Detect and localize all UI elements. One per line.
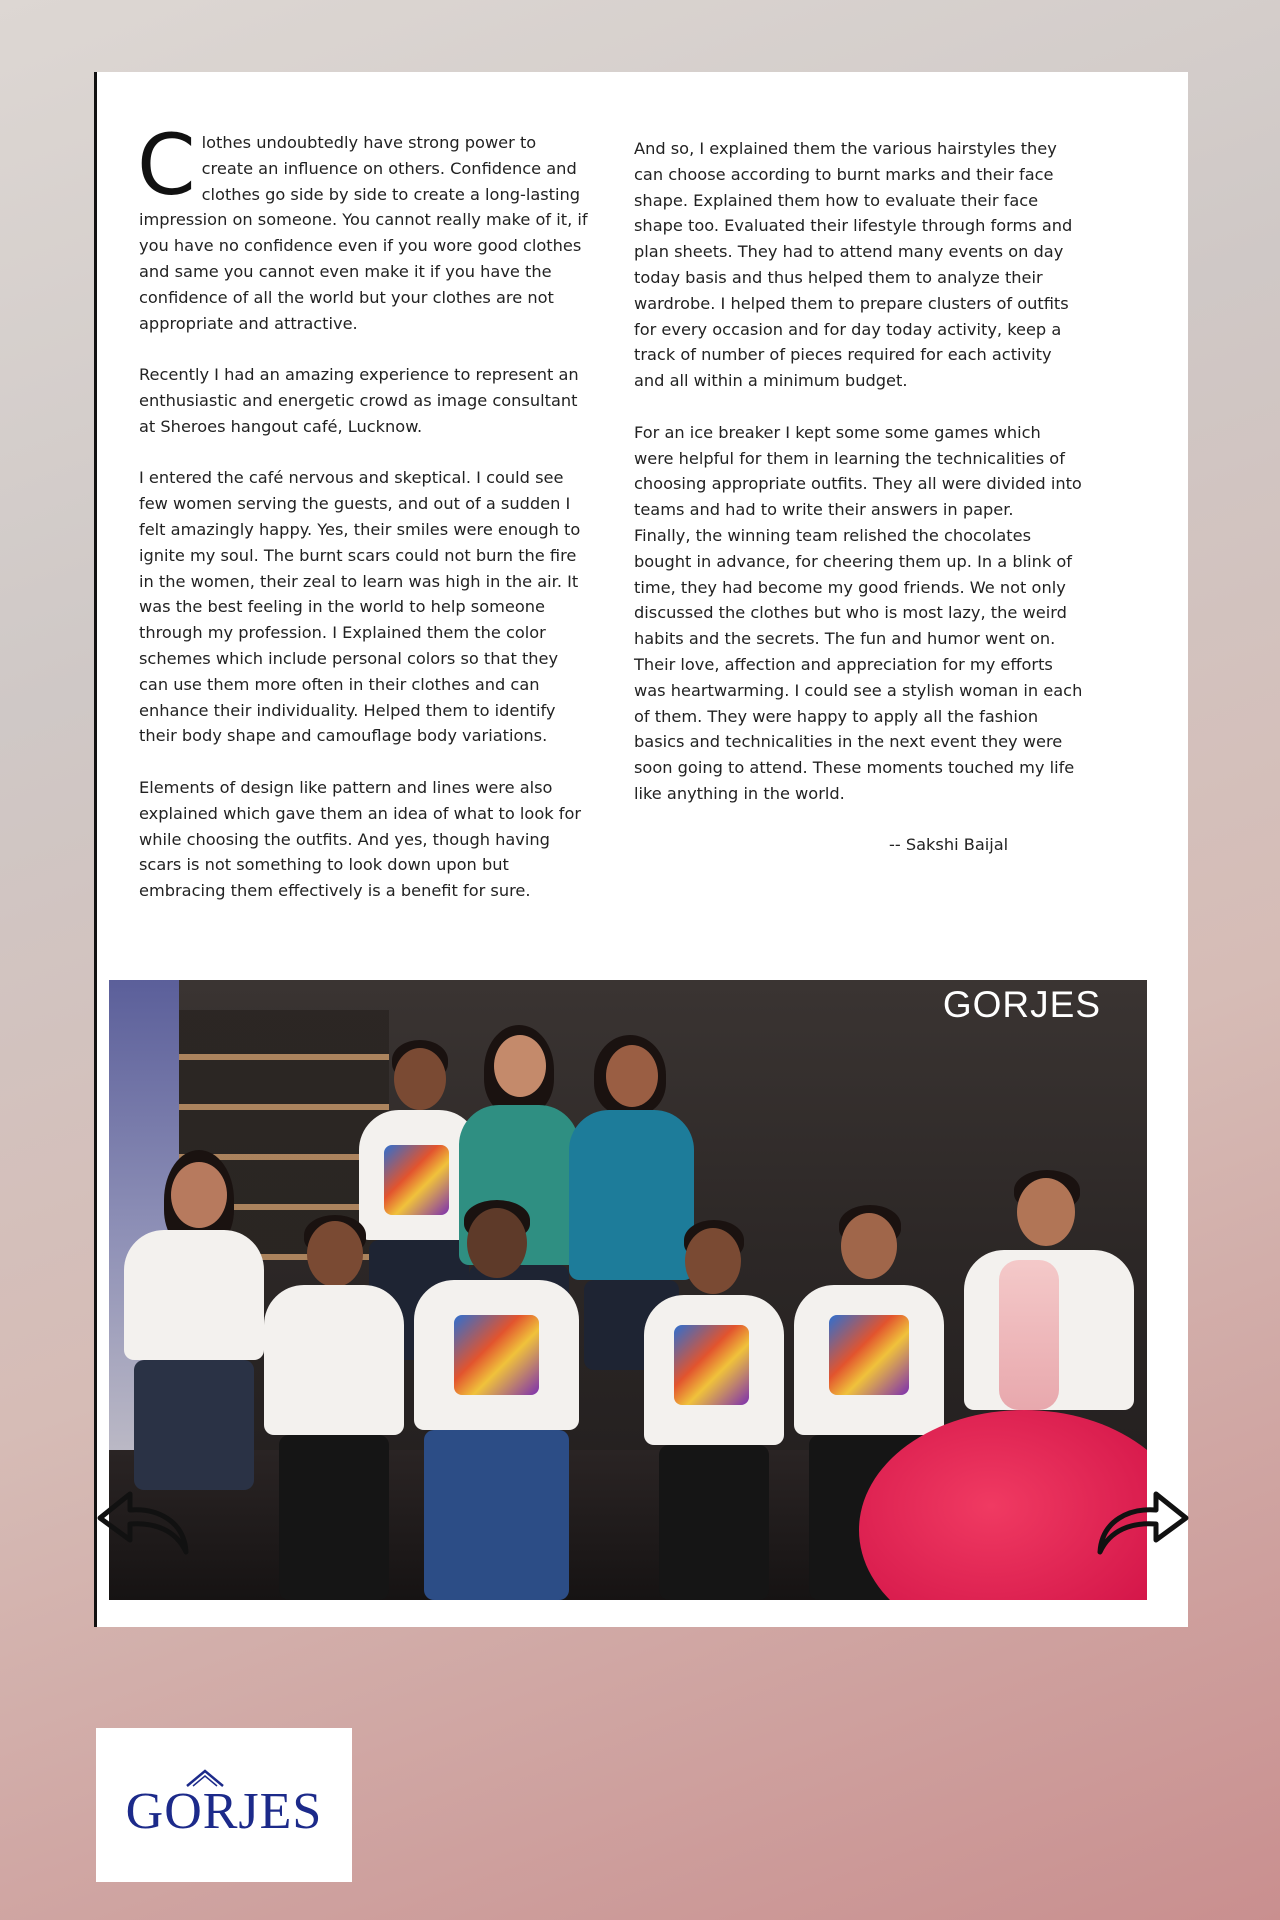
- article-paragraph: I entered the café nervous and skeptical. I could see few women serving the guests, and out of a sudden I felt amazingly happy. Yes, their smiles were enough to ignite my soul. The burnt scars could not burn the fire in the women, their zeal to learn was high in the air. It was the best feeling in the world to help someone through my profession. I Explained them the color schemes which include personal colors so that they can use them more often in their clothes and can enhance their individuality. Helped them to identify their body shape and camouflage body variations.: [139, 468, 581, 746]
- article-paragraph: Their love, affection and appreciation for my efforts was heartwarming. I could see a stylish woman in each of them. They were happy to apply all the fashion basics and technicalities in the next event they were soon going to attend. These moments touched my life like anything in the world.: [634, 654, 1083, 803]
- article-left-column: [137, 116, 589, 930]
- article-paragraph: Elements of design like pattern and lines were also explained which gave them an idea of what to look for while choosing the outfits. And yes, though having scars is not something to look down upon but embracing them effectively is a benefit for sure.: [139, 777, 582, 901]
- article-paragraph: Finally, the winning team relished the chocolates bought in advance, for cheering them up. In a blink of time, they had become my good friends. We not only discussed the clothes but who is most lazy, the weird habits and the secrets. The fun and humor went on.: [634, 525, 1072, 649]
- magazine-page: [94, 72, 1188, 1627]
- brand-logo: [96, 1728, 352, 1882]
- article-paragraph: Recently I had an amazing experience to represent an enthusiastic and energetic crowd as image consultant at Sheroes hangout café, Lucknow.: [139, 365, 579, 436]
- article-paragraph: Clothes undoubtedly have strong power to create an influence on others. Confidence and clothes go side by side to create a long-lasting impression on someone. You cannot really make of it, if you have no confidence even if you wore good clothes and same you cannot even make it if you have the confidence of all the world but your clothes are not appropriate and attractive.: [137, 116, 588, 333]
- article-paragraph: And so, I explained them the various hairstyles they can choose according to burnt marks and their face shape. Explained them how to evaluate their face shape too. Evaluated their lifestyle through forms and plan sheets. They had to attend many events on day today basis and thus helped them to analyze their wardrobe. I helped them to prepare clusters of outfits for every occasion and for day today activity, keep a track of number of pieces required for each activity and all within a minimum budget.: [634, 139, 1073, 391]
- group-photo: [109, 980, 1147, 1600]
- article-right-column: [634, 136, 1084, 858]
- article-paragraph: For an ice breaker I kept some some games which were helpful for them in learning the technicalities of choosing appropriate outfits. They all were divided into teams and had to write their answers in paper.: [634, 422, 1082, 520]
- photo-watermark: GORJES: [942, 984, 1101, 1025]
- person: [639, 1220, 789, 1600]
- person: [409, 1200, 584, 1600]
- logo-text: GORJES: [125, 1782, 323, 1840]
- curved-forward-arrow-icon[interactable]: [1090, 1480, 1190, 1560]
- drop-cap: C: [137, 116, 196, 214]
- curved-back-arrow-icon[interactable]: [96, 1480, 196, 1560]
- person: [259, 1215, 409, 1600]
- author-signature: -- Sakshi Baijal: [889, 834, 1009, 854]
